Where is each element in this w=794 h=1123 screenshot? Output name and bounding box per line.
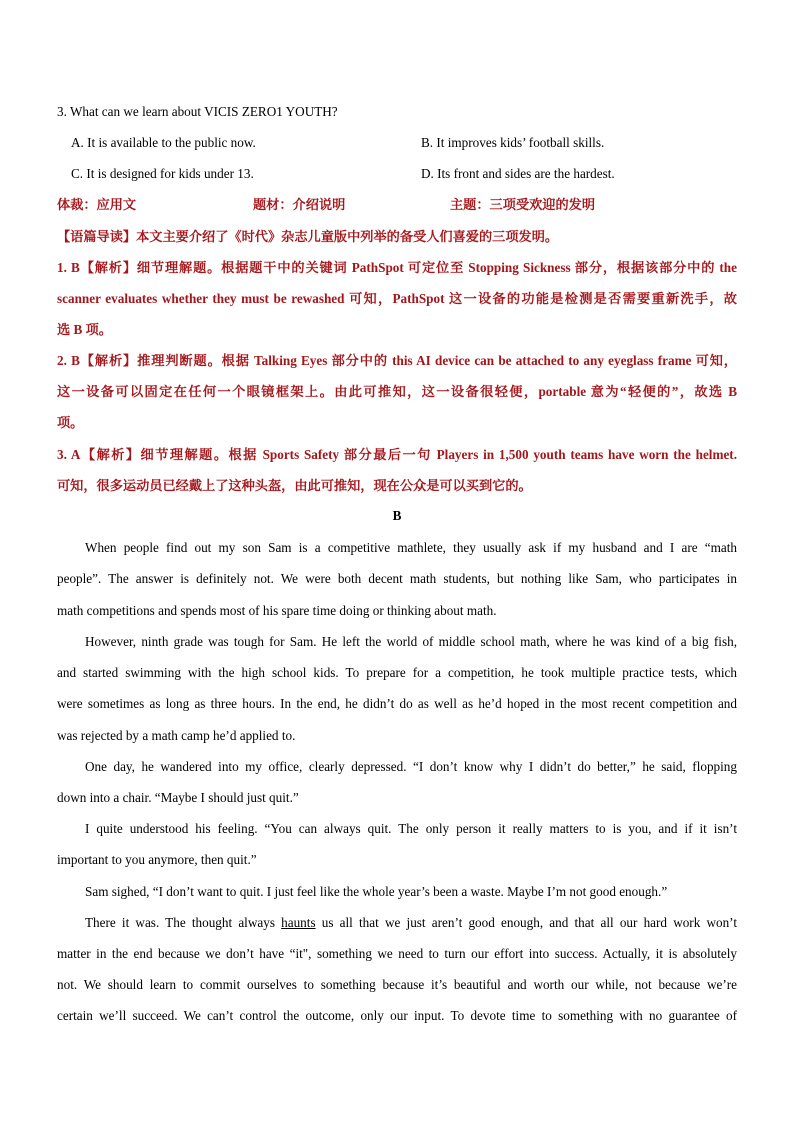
paragraph-6-line-4: certain we’ll succeed. We can’t control the outcome, only our input. To devote time to something with no guarantee of [57, 1008, 737, 1023]
option-a: A. It is available to the public now. [71, 135, 256, 150]
answer-1-line-2: scanner evaluates whether they must be rewashed 可知，PathSpot 这一设备的功能是检测是否需要重新洗手，故 [57, 291, 737, 306]
paragraph-1-line-2: people”. The answer is definitely not. We were both decent math students, but nothing like Sam, who participates in [57, 571, 737, 586]
paragraph-2-line-1: However, ninth grade was tough for Sam. He left the world of middle school math, where he was kind of a big fish, [85, 634, 737, 649]
answer-2-line-3: 项。 [57, 415, 84, 430]
paragraph-3-line-2: down into a chair. “Maybe I should just quit.” [57, 790, 299, 805]
genre-label: 体裁：应用文 [57, 197, 137, 212]
paragraph-2-line-2: and started swimming with the high school kids. To prepare for a competition, he took multiple practice tests, which [57, 665, 737, 680]
underlined-word: haunts [281, 915, 316, 930]
paragraph-2-line-4: was rejected by a math camp he’d applied to. [57, 728, 296, 743]
passage-guide: 【语篇导读】本文主要介绍了《时代》杂志儿童版中列举的备受人们喜爱的三项发明。 [57, 229, 559, 244]
material-label: 题材：介绍说明 [253, 197, 346, 212]
paragraph-5-line-1: Sam sighed, “I don’t want to quit. I just feel like the whole year’s been a waste. Maybe I’m not good enough.” [85, 884, 668, 899]
option-d: D. Its front and sides are the hardest. [421, 166, 615, 181]
answer-3-line-1: 3. A【解析】细节理解题。根据 Sports Safety 部分最后一句 Players in 1,500 youth teams have worn the helmet. [57, 447, 737, 462]
paragraph-6-line-1 [85, 914, 737, 932]
paragraph-4-line-2: important to you anymore, then quit.” [57, 852, 257, 867]
answer-2-line-2: 这一设备可以固定在任何一个眼镜框架上。由此可推知，这一设备很轻便，portable 意为“轻便的”，故选 B [57, 384, 737, 399]
paragraph-6-text-before: There it was. The thought always [85, 915, 282, 930]
paragraph-1-line-3: math competitions and spends most of his spare time doing or thinking about math. [57, 603, 497, 618]
answer-1-line-1: 1. B【解析】细节理解题。根据题干中的关键词 PathSpot 可定位至 Stopping Sickness 部分，根据该部分中的 the [57, 260, 737, 275]
answer-2-line-1: 2. B【解析】推理判断题。根据 Talking Eyes 部分中的 this AI device can be attached to any eyeglass frame 可知， [57, 353, 737, 368]
answer-3-line-2: 可知，很多运动员已经戴上了这种头盔，由此可推知，现在公众是可以买到它的。 [57, 478, 532, 493]
paragraph-6-text-after: us all that we just aren’t good enough, and that all our hard work won’t [315, 915, 737, 930]
theme-label: 主题：三项受欢迎的发明 [450, 197, 596, 212]
paragraph-2-line-3: were sometimes as long as three hours. In the end, he didn’t do as well as he’d hoped in the most recent competition and [57, 696, 737, 711]
option-c: C. It is designed for kids under 13. [71, 166, 254, 181]
paragraph-4-line-1: I quite understood his feeling. “You can always quit. The only person it really matters to is you, and if it isn’t [85, 821, 737, 836]
section-title: B [392, 508, 402, 523]
paragraph-1-line-1: When people find out my son Sam is a competitive mathlete, they usually ask if my husband and I are “math [85, 540, 737, 555]
paragraph-6-line-2: matter in the end because we don’t have “it", something we need to turn our effort into success. Actually, it is absolutely [57, 946, 737, 961]
paragraph-6-line-3: not. We should learn to commit ourselves to something because it’s beautiful and worth our while, not because we’re [57, 977, 737, 992]
paragraph-3-line-1: One day, he wandered into my office, clearly depressed. “I don’t know why I didn’t do better,” he said, flopping [85, 759, 737, 774]
option-b: B. It improves kids’ football skills. [421, 135, 605, 150]
answer-1-line-3: 选 B 项。 [57, 322, 112, 337]
question-stem: 3. What can we learn about VICIS ZERO1 YOUTH? [57, 104, 338, 119]
